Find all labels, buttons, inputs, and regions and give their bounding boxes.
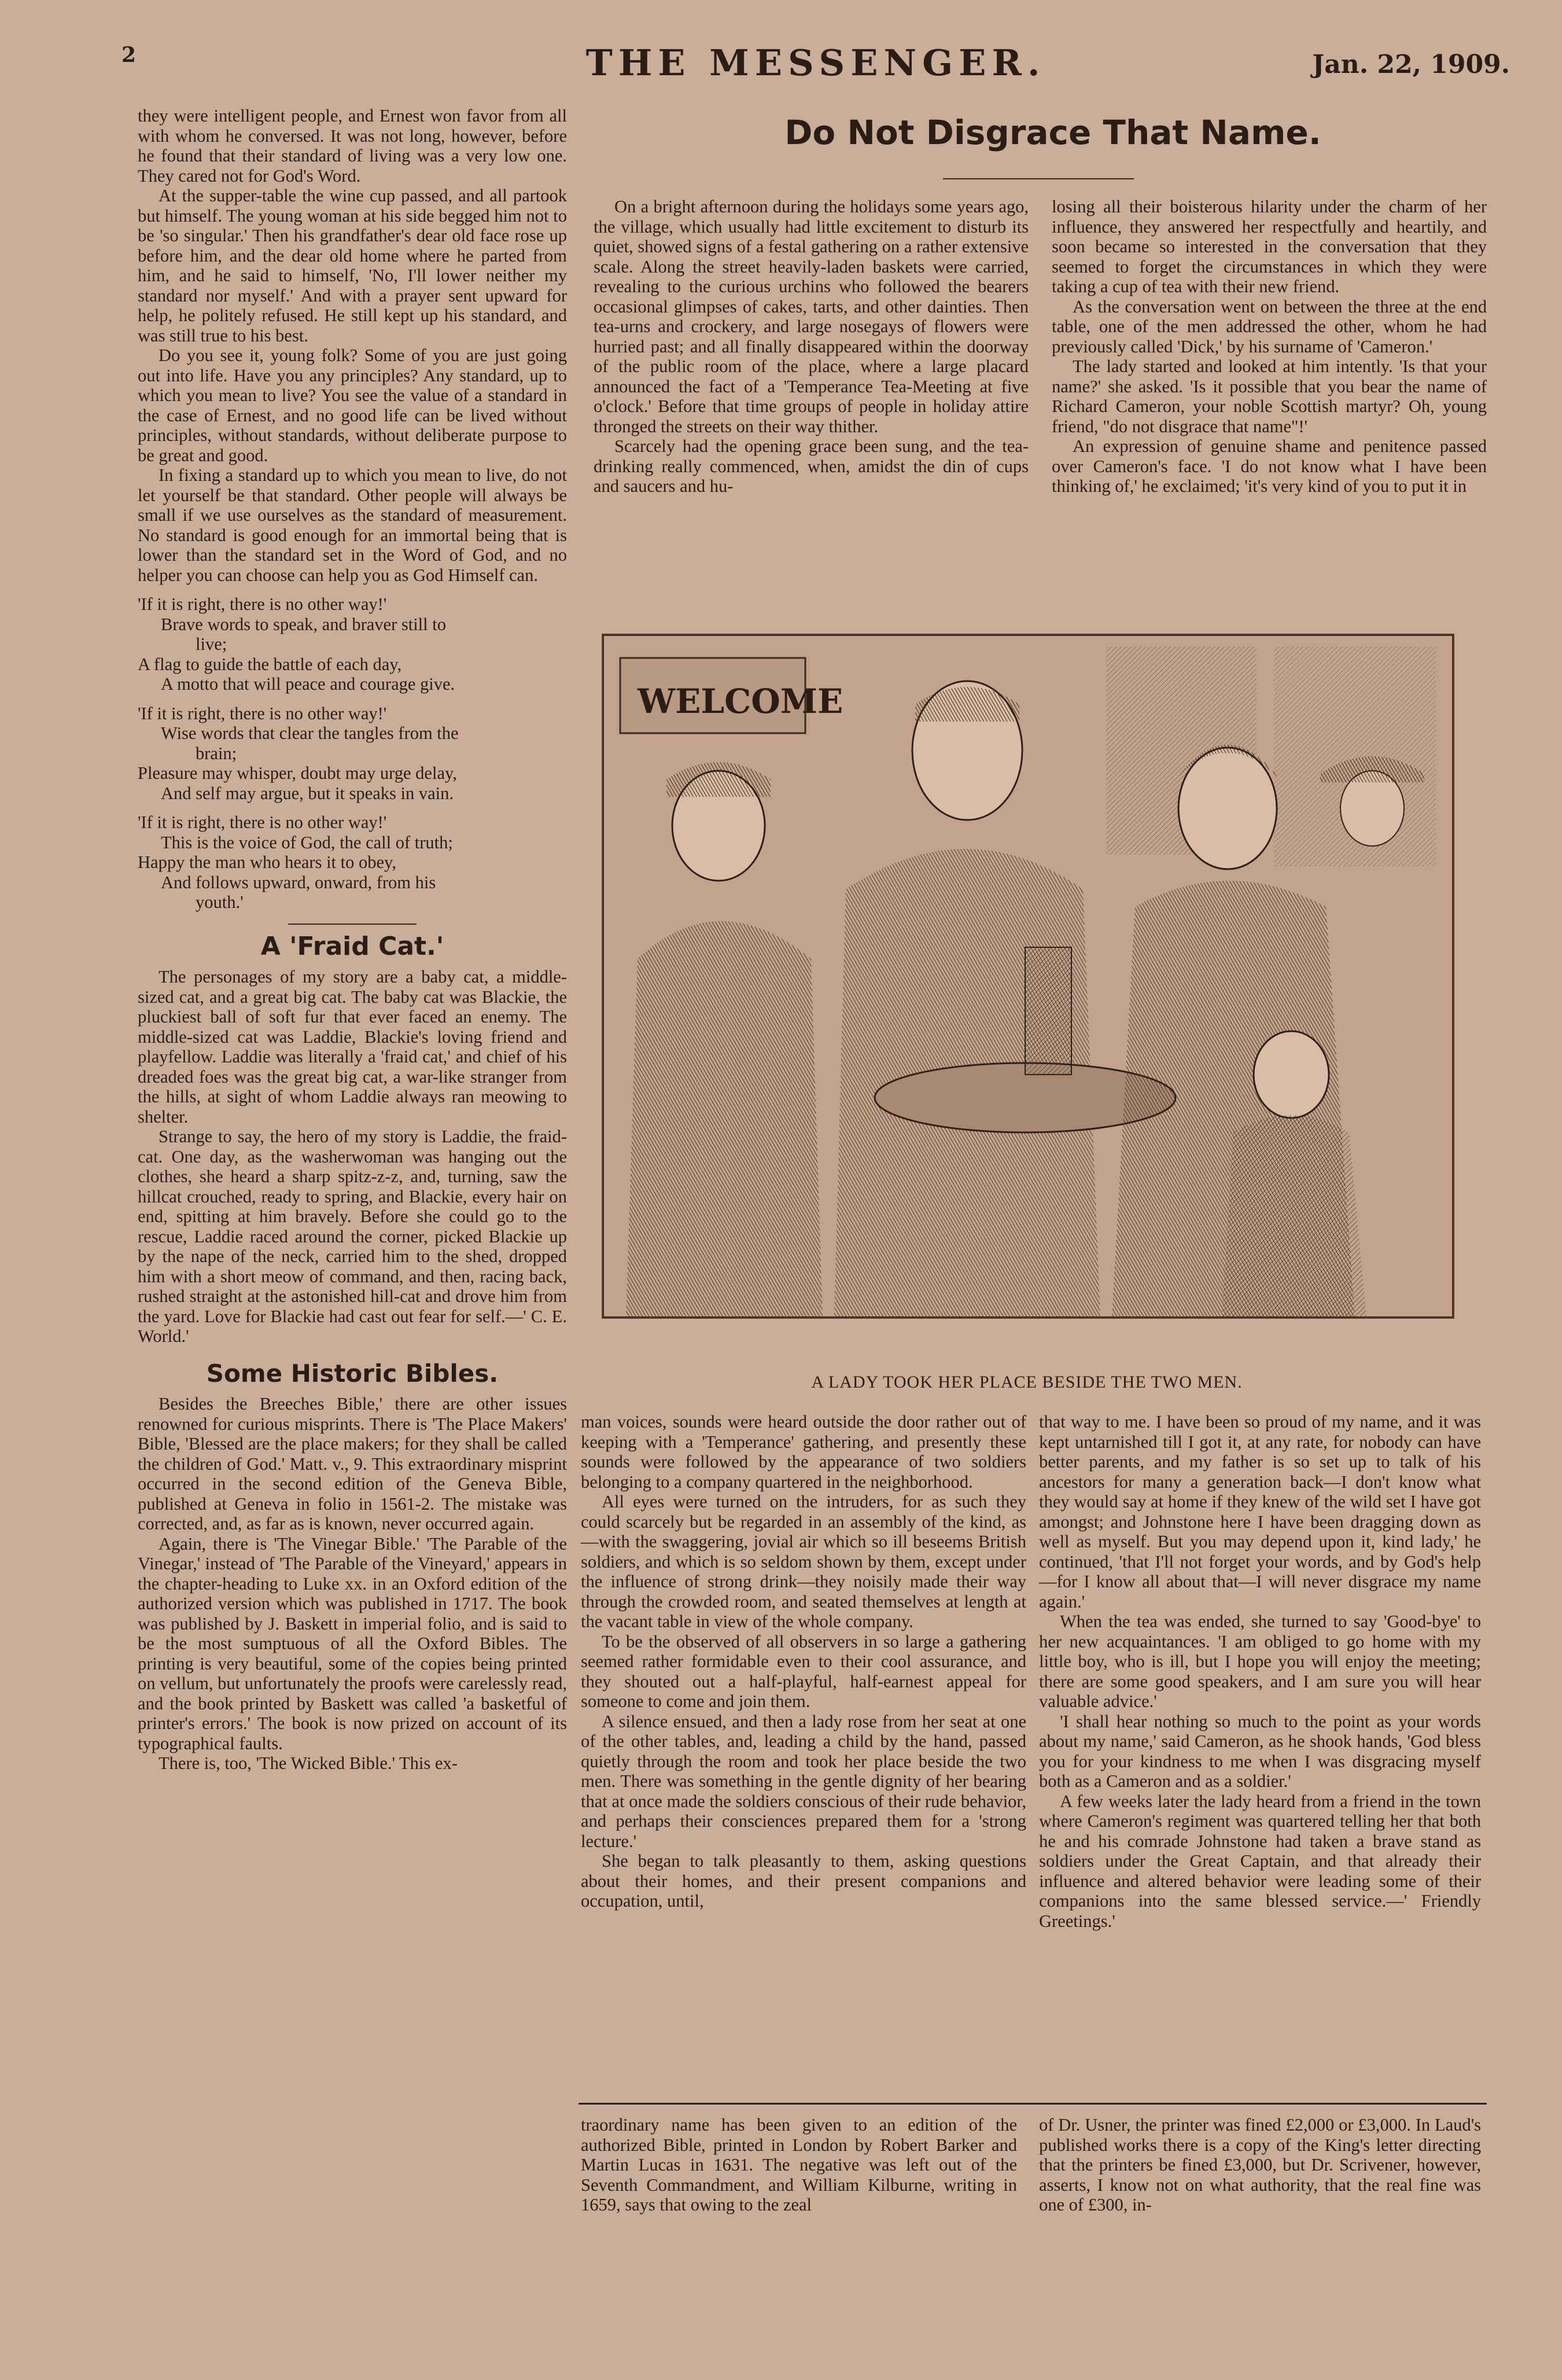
poem-stanza xyxy=(138,812,567,913)
bibles-continued-right xyxy=(1039,2115,1481,2215)
article-title: Do Not Disgrace That Name. xyxy=(784,113,1321,152)
poem-line: Pleasure may whisper, doubt may urge delay, xyxy=(138,763,457,783)
issue-date: Jan. 22, 1909. xyxy=(1312,50,1510,79)
poem-line: 'If it is right, there is no other way!' xyxy=(138,594,387,614)
paragraph: A few weeks later the lady heard from a friend in the town where Cameron's regiment was quartered telling her that both he and his comrade Johnstone had taken a brave stand as soldiers under the Great Captain, and that already their influence and altered behavior were leading some of their companions into the same blessed service.—' Friendly Greetings.' xyxy=(1039,1791,1481,1931)
poem-line: brain; xyxy=(196,743,237,763)
paragraph: they were intelligent people, and Ernest won favor from all with whom he conversed. It was not long, however, before he found that their standard of living was a very low one. They cared not for God's Word. xyxy=(138,106,567,186)
paragraph: Besides the Breeches Bible,' there are other issues renowned for curious misprints. There is 'The Place Makers' Bible, 'Blessed are the place makers; for they shall be called the children of God.' Matt. v., 9. This extraordinary misprint occurred in the second edition of the Geneva Bible, published at Geneva in folio in 1561-2. The mistake was corrected, and, as far as is known, never occurred again. xyxy=(138,1394,567,1533)
poem-line: Happy the man who hears it to obey, xyxy=(138,852,396,872)
fraid-cat-heading: A 'Fraid Cat.' xyxy=(260,931,444,961)
poem-line: A motto that will peace and courage give. xyxy=(161,674,455,694)
paragraph: In fixing a standard up to which you mean to live, do not let yourself be that standard. Other people will always be small if we use ourselves as the standard of measurement. No standard is good enough for an immortal being that is lower than the standard set in the Word of God, and no helper you can choose can help you as God Himself can. xyxy=(138,465,567,585)
column-middle-top xyxy=(594,197,1029,496)
paragraph: of Dr. Usner, the printer was fined £2,000 or £3,000. In Laud's published works there is a copy of the King's letter directing that the printers be fined £3,000, but Dr. Scrivener, however, asserts, I know not on what authority, that the real fine was one of £300, in- xyxy=(1039,2115,1481,2215)
paragraph: that way to me. I have been so proud of my name, and it was kept untarnished till I got it, at any rate, for nobody can have better parents, and my father is so set up to talk of his ancestors for many a generation back—I don't know what they would say at home if they knew of the wild set I have got amongst; and Johnstone here I have been dragging down as well as myself. But you may depend upon it, kind lady,' he continued, 'that I'll not forget your words, and by God's help—for I know all about that—I will never disgrace my name again.' xyxy=(1039,1412,1481,1612)
poem-stanza xyxy=(138,704,567,804)
column-right-top xyxy=(1052,197,1487,496)
bibles-continued-middle xyxy=(581,2115,1017,2215)
paragraph: At the supper-table the wine cup passed, and all partook but himself. The young woman at his side begged him not to be 'so singular.' Then his grandfather's dear old face rose up before him, and the dear old home where he parted from him, and he said to himself, 'No, I'll lower neither my standard nor myself.' And with a prayer sent upward for help, he politely refused. He still kept up his standard, and was still true to his best. xyxy=(138,186,567,345)
paragraph: All eyes were turned on the intruders, for as such they could scarcely but be regarded in an assembly of the kind, as—with the swaggering, jovial air which so ill beseems British soldiers, and which is so seldom shown by them, except under the influence of strong drink—they noisily made their way through the crowded room, and seated themselves at length at the vacant table in view of the whole company. xyxy=(581,1492,1026,1631)
paragraph: A silence ensued, and then a lady rose from her seat at one of the other tables, and, leading a child by the hand, passed quietly through the room and took her place beside the two men. There was something in the gentle dignity of her bearing that at once made the soldiers conscious of their rude behavior, and perhaps their consciences prepared them for a 'strong lecture.' xyxy=(581,1711,1026,1851)
paragraph: man voices, sounds were heard outside the door rather out of keeping with a 'Temperance' gathering, and presently these sounds were followed by the appearance of two soldiers belonging to a company quartered in the neighborhood. xyxy=(581,1412,1026,1492)
poem-stanza xyxy=(138,594,567,694)
poem-line: 'If it is right, there is no other way!' xyxy=(138,812,387,832)
historic-bibles-heading: Some Historic Bibles. xyxy=(206,1359,499,1388)
poem-line: 'If it is right, there is no other way!' xyxy=(138,703,387,723)
engraving-drawing xyxy=(603,635,1453,1318)
poem-line: And follows upward, onward, from his xyxy=(161,872,436,892)
title-rule xyxy=(943,178,1134,179)
paragraph: The lady started and looked at him intently. 'Is that your name?' she asked. 'Is it possible that you bear the name of Richard Cameron, your noble Scottish martyr? Oh, young friend, "do not disgrace that name"!' xyxy=(1052,356,1487,436)
poem-line: Wise words that clear the tangles from the xyxy=(161,723,459,743)
illustration-caption: A LADY TOOK HER PLACE BESIDE THE TWO MEN. xyxy=(811,1373,1243,1392)
poem-line: live; xyxy=(196,634,227,654)
column-right-bottom xyxy=(1039,1412,1481,1931)
poem-line: Brave words to speak, and braver still to xyxy=(161,614,446,634)
paragraph: The personages of my story are a baby cat, a middle-sized cat, and a great big cat. The baby cat was Blackie, the pluckiest ball of soft fur that ever faced an enemy. The middle-sized cat was Laddie, Blackie's loving friend and playfellow. Laddie was literally a 'fraid cat,' and chief of his dreaded foes was the great big cat, a war-like stranger from the hills, at sight of whom Laddie always ran meowing to shelter. xyxy=(138,967,567,1127)
paragraph: losing all their boisterous hilarity under the charm of her influence, they answered her respectfully and heartily, and soon became so interested in the conversation that they seemed to forget the circumstances in which they were taking a cup of tea with their new friend. xyxy=(1052,197,1487,296)
column-left xyxy=(138,106,567,1774)
paragraph: 'I shall hear nothing so much to the point as your words about my name,' said Cameron, as he shook hands, 'God bless you for your kindness to me when I was disgracing myself both as a Cameron and as a soldier.' xyxy=(1039,1711,1481,1791)
paragraph: Do you see it, young folk? Some of you are just going out into life. Have you any principles? Any standard, up to which you mean to live? You see the value of a standard in the case of Ernest, and no good life can be lived without principles, without standards, without deliberate purpose to be great and good. xyxy=(138,345,567,465)
paragraph: She began to talk pleasantly to them, asking questions about their homes, and their present companions and occupation, until, xyxy=(581,1851,1026,1911)
paragraph: Strange to say, the hero of my story is Laddie, the fraid-cat. One day, as the washerwoman was hanging out the clothes, she heard a sharp spitz-z-z, and, turning, saw the hillcat crouched, ready to spring, and Blackie, every hair on end, spitting at him bravely. Before she could go to the rescue, Laddie raced around the corner, picked Blackie up by the nape of the neck, carried him to the shed, dropped him with a short meow of command, and then, racing back, rushed straight at the astonished hill-cat and drove him from the yard. Love for Blackie had cast out fear for self.—' C. E. World.' xyxy=(138,1127,567,1346)
paragraph: There is, too, 'The Wicked Bible.' This ex- xyxy=(159,1753,458,1773)
paragraph: Again, there is 'The Vinegar Bible.' 'The Parable of the Vinegar,' instead of 'The Parable of the Vineyard,' appears in the chapter-heading to Luke xx. in an Oxford edition of the authorized version which was published in 1717. The book was published by J. Baskett in imperial folio, and is said to be the most sumptuous of all the Oxford Bibles. The printing is very beautiful, some of the copies being printed on vellum, but unfortunately the proofs were carelessly read, and the book printed by Baskett was called 'a basketful of printer's errors.' The book is now prized on account of its typographical faults. xyxy=(138,1533,567,1753)
paragraph: Scarcely had the opening grace been sung, and the tea-drinking really commenced, when, amidst the din of cups and saucers and hu- xyxy=(594,436,1029,496)
paragraph: On a bright afternoon during the holidays some years ago, the village, which usually had little excitement to disturb its quiet, showed signs of a festal gathering on a rather extensive scale. Along the street heavily-laden baskets were carried, revealing to the curious urchins who followed the bearers occasional glimpses of cakes, tarts, and other dainties. Then tea-urns and crockery, and large nosegays of flowers were hurried past; and all finally disappeared within the doorway of the public room of the place, where a large placard announced the fact of a 'Temperance Tea-Meeting at five o'clock.' Before that time groups of people in holiday attire thronged the streets on their way thither. xyxy=(594,197,1029,436)
engraving-illustration xyxy=(602,634,1454,1319)
paragraph: An expression of genuine shame and penitence passed over Cameron's face. 'I do not know what I have been thinking of,' he exclaimed; 'it's very kind of you to put it in xyxy=(1052,436,1487,496)
column-middle-bottom xyxy=(581,1412,1026,1911)
masthead xyxy=(121,42,1510,88)
paragraph: traordinary name has been given to an edition of the authorized Bible, printed in London by Robert Barker and Martin Lucas in 1631. The negative was left out of the Seventh Commandment, and William Kilburne, writing in 1659, says that owing to the zeal xyxy=(581,2115,1017,2215)
paragraph: As the conversation went on between the three at the end table, one of the men addressed the other, whom he had previously called 'Dick,' by his surname of 'Cameron.' xyxy=(1052,296,1487,356)
poem-line: This is the voice of God, the call of truth; xyxy=(161,832,453,852)
poem-line: youth.' xyxy=(196,892,244,912)
poem-line: A flag to guide the battle of each day, xyxy=(138,654,402,674)
poem xyxy=(138,594,567,913)
section-divider xyxy=(138,922,567,926)
poem-line: And self may argue, but it speaks in vain. xyxy=(161,783,454,803)
page-number: 2 xyxy=(121,43,137,67)
article-end-rule xyxy=(579,2103,1487,2105)
paper-title: THE MESSENGER. xyxy=(585,42,1046,84)
paragraph: To be the observed of all observers in so large a gathering seemed rather formidable even to their cool assurance, and they shouted out a half-playful, half-earnest appeal for someone to come and join them. xyxy=(581,1631,1026,1711)
welcome-sign-text: WELCOME xyxy=(638,682,843,721)
paragraph: When the tea was ended, she turned to say 'Good-bye' to her new acquaintances. 'I am obliged to go home with my little boy, who is ill, but I hope you will enjoy the meeting; there are some good speakers, and I am sure you will hear valuable advice.' xyxy=(1039,1612,1481,1711)
